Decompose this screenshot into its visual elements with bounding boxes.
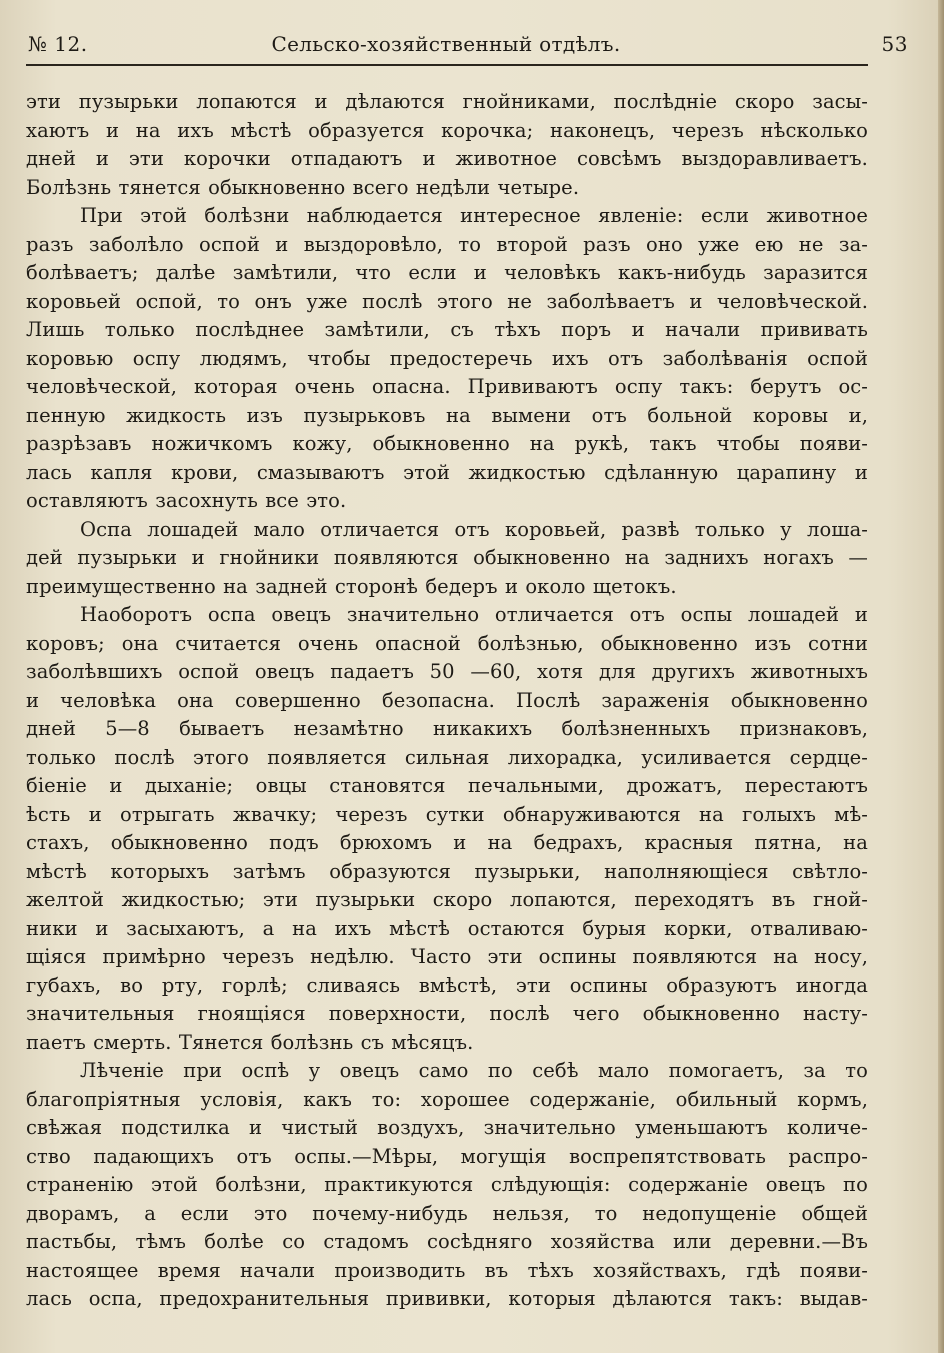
text-line: эти пузырьки лопаются и дѣлаются гнойниками, послѣдніе скоро засы- [26, 90, 868, 113]
text-line: хаютъ и на ихъ мѣстѣ образуется корочка; наконецъ, черезъ нѣсколько [26, 118, 868, 142]
text-line: преимущественно на задней сторонѣ бедеръ и около щетокъ. [26, 574, 677, 598]
text-line: ѣсть и отрыгать жвачку; черезъ сутки обнаруживаются на голыхъ мѣ- [26, 802, 868, 826]
body-text [26, 88, 868, 1314]
text-line: Наоборотъ оспа овецъ значительно отличается отъ оспы лошадей и [80, 603, 868, 626]
text-line: паетъ смерть. Тянется болѣзнь съ мѣсяцъ. [26, 1030, 474, 1054]
text-line: желтой жидкостью; эти пузырьки скоро лопаются, переходятъ въ гной- [26, 888, 868, 911]
text-line: пенную жидкость изъ пузырьковъ на вымени отъ больной коровы и, [26, 403, 868, 427]
header-rule [26, 64, 868, 66]
text-line: біеніе и дыханіе; овцы становятся печальными, дрожатъ, перестаютъ [26, 774, 868, 797]
text-line: и человѣка она совершенно безопасна. Послѣ зараженія обыкновенно [26, 688, 868, 712]
text-line: заболѣвшихъ оспой овецъ падаетъ 50 —60, хотя для другихъ животныхъ [26, 660, 868, 683]
text-line: Лѣченіе при оспѣ у овецъ само по себѣ мало помогаетъ, за то [80, 1059, 868, 1082]
text-line: человѣческой, которая очень опасна. Прививаютъ оспу такъ: берутъ ос- [26, 375, 868, 398]
text-line: губахъ, во рту, горлѣ; сливаясь вмѣстѣ, эти оспины образуютъ иногда [26, 973, 868, 997]
text-line: значительныя гноящіяся поверхности, послѣ чего обыкновенно насту- [26, 1002, 868, 1025]
text-line: дей пузырьки и гнойники появляются обыкновенно на заднихъ ногахъ — [26, 546, 868, 569]
running-header [28, 30, 908, 64]
text-line: ство падающихъ отъ оспы.—Мѣры, могущія воспрепятствовать распро- [26, 1144, 868, 1168]
text-line: разъ заболѣло оспой и выздоровѣло, то второй разъ оно уже ею не за- [26, 232, 868, 256]
page-number: 53 [881, 32, 908, 56]
text-line: настоящее время начали производить въ тѣхъ хозяйствахъ, гдѣ появи- [26, 1258, 868, 1282]
text-line: При этой болѣзни наблюдается интересное явленіе: если животное [80, 204, 868, 227]
text-line: только послѣ этого появляется сильная лихорадка, усиливается сердце- [26, 745, 868, 769]
section-title: Сельско-хозяйственный отдѣлъ. [271, 32, 621, 56]
page-edge-shadow [938, 0, 944, 1353]
issue-number: № 12. [28, 32, 88, 56]
text-line: болѣваетъ; далѣе замѣтили, что если и человѣкъ какъ-нибудь заразится [26, 261, 868, 284]
text-line: дворамъ, а если это почему-нибудь нельзя, то недопущеніе общей [26, 1201, 868, 1225]
text-line: дней 5—8 бываетъ незамѣтно никакихъ болѣзненныхъ признаковъ, [26, 717, 868, 740]
text-line: лась капля крови, смазываютъ этой жидкостью сдѣланную царапину и [26, 460, 868, 484]
text-line: щіяся примѣрно черезъ недѣлю. Часто эти оспины появляются на носу, [26, 945, 868, 968]
text-line: коровьей оспой, то онъ уже послѣ этого не заболѣваетъ и человѣческой. [26, 289, 868, 313]
text-line: коровъ; она считается очень опасной болѣзнью, обыкновенно изъ сотни [26, 631, 868, 655]
text-line: Болѣзнь тянется обыкновенно всего недѣли четыре. [26, 175, 580, 199]
text-line: разрѣзавъ ножичкомъ кожу, обыкновенно на рукѣ, такъ чтобы появи- [26, 432, 868, 455]
text-line: свѣжая подстилка и чистый воздухъ, значительно уменьшаютъ количе- [26, 1116, 868, 1139]
text-line: ники и засыхаютъ, а на ихъ мѣстѣ остаются бурыя корки, отваливаю- [26, 916, 868, 940]
text-line: благопріятныя условія, какъ то: хорошее содержаніе, обильный кормъ, [26, 1087, 868, 1111]
text-line: мѣстѣ которыхъ затѣмъ образуются пузырьки, наполняющіеся свѣтло- [26, 859, 868, 883]
text-line: лась оспа, предохранительныя прививки, которыя дѣлаются такъ: выдав- [26, 1287, 868, 1310]
text-line: Оспа лошадей мало отличается отъ коровьей, развѣ только у лоша- [80, 517, 868, 541]
text-line: Лишь только послѣднее замѣтили, съ тѣхъ поръ и начали прививать [26, 318, 868, 341]
text-line: дней и эти корочки отпадаютъ и животное совсѣмъ выздоравливаетъ. [26, 147, 868, 170]
text-line: страненію этой болѣзни, практикуются слѣдующія: содержаніе овецъ по [26, 1173, 868, 1196]
text-line: коровью оспу людямъ, чтобы предостеречь ихъ отъ заболѣванія оспой [26, 346, 868, 370]
text-line: стахъ, обыкновенно подъ брюхомъ и на бедрахъ, красныя пятна, на [26, 831, 868, 854]
text-line: пастьбы, тѣмъ болѣе со стадомъ сосѣдняго хозяйства или деревни.—Въ [26, 1230, 868, 1253]
text-line: оставляютъ засохнуть все это. [26, 489, 347, 512]
